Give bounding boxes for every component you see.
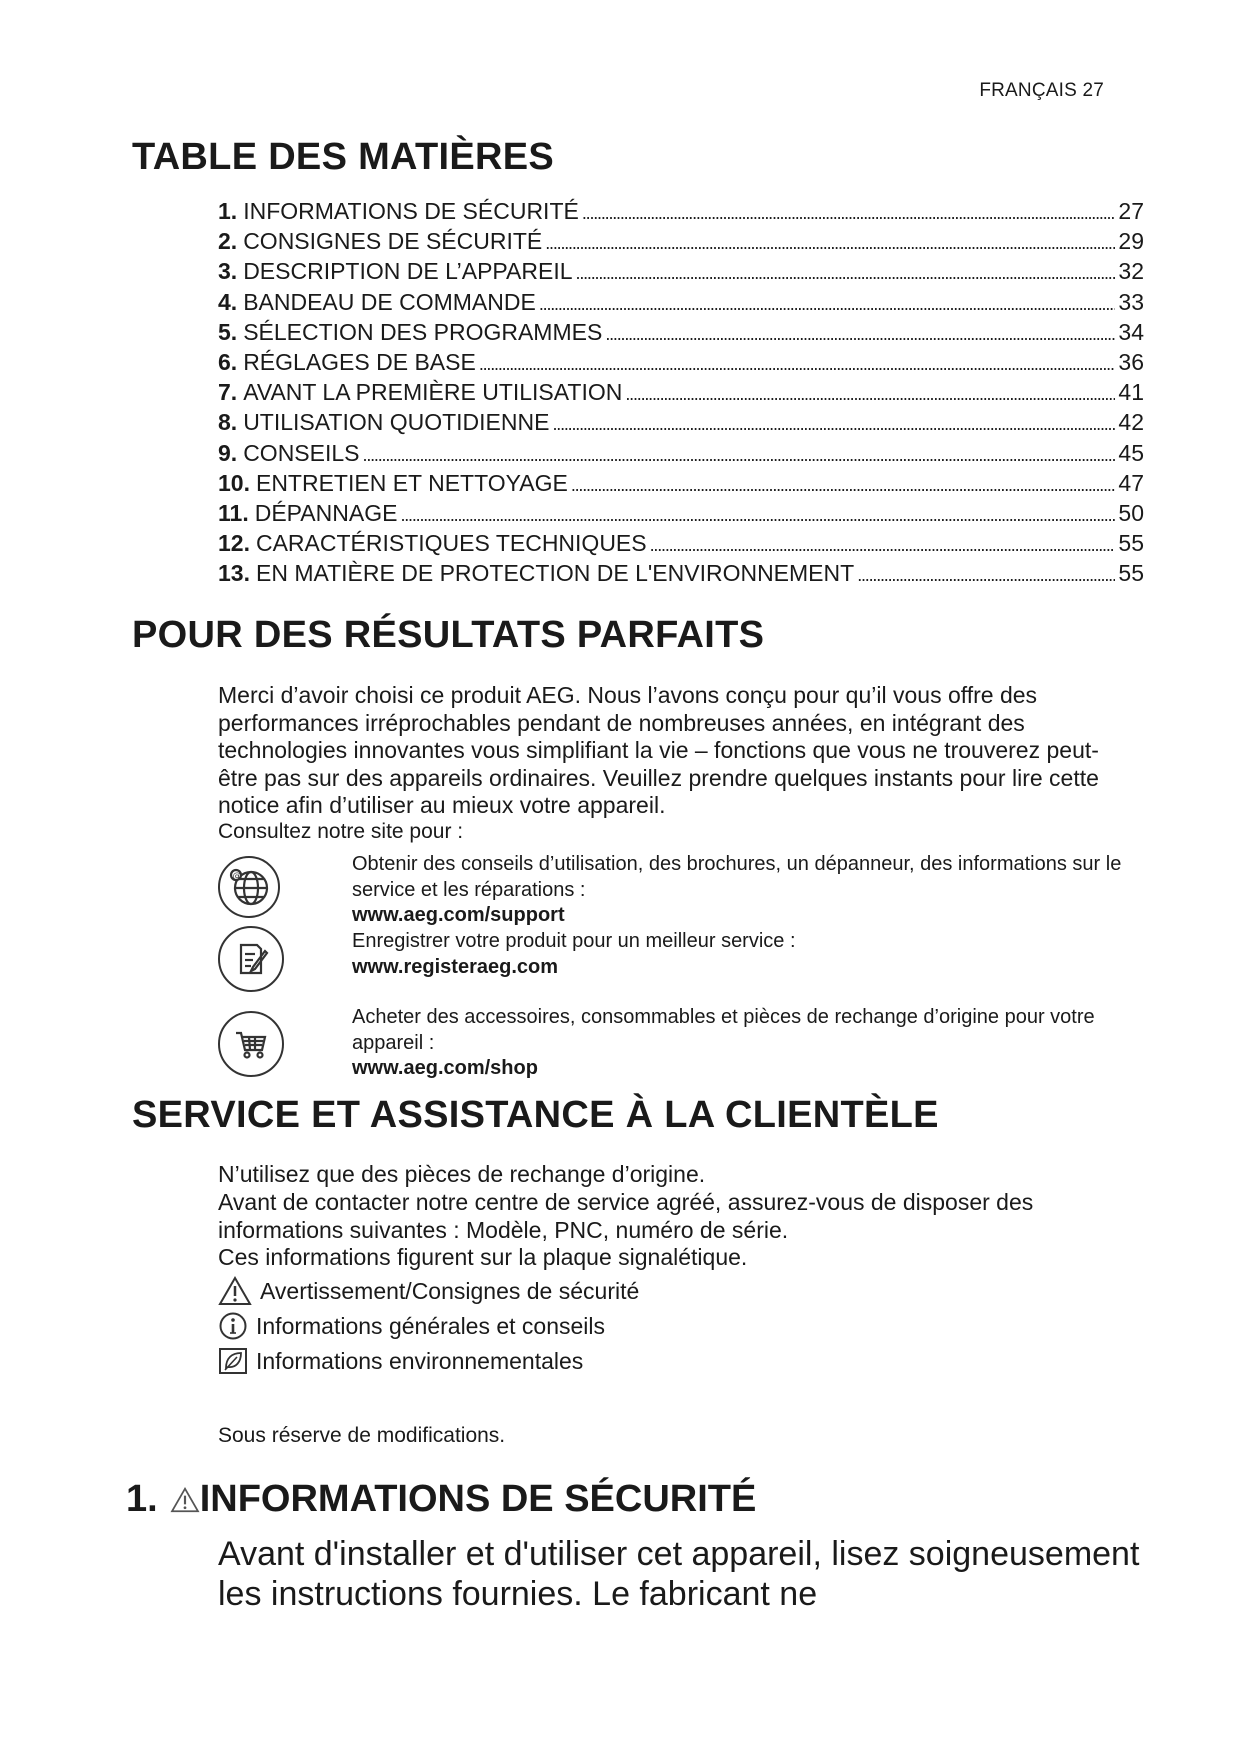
toc-leader-dots (571, 468, 1116, 500)
toc-entry-number: 13. (218, 560, 250, 587)
modification-note: Sous réserve de modifications. (218, 1424, 506, 1447)
toc-entry-label: INFORMATIONS DE SÉCURITÉ (243, 198, 579, 224)
section-1-body: Avant d'installer et d'utiliser cet appareil, lisez soigneusement les instructions fournies. Le fabricant ne (218, 1535, 1140, 1613)
legend-env-label: Informations environnementales (256, 1347, 584, 1374)
service-line-2: Avant de contacter notre centre de service agréé, assurez-vous de disposer des informations suivantes : Modèle, PNC, numéro de série. (218, 1188, 1034, 1243)
toc-leader-dots (545, 226, 1115, 258)
toc-entry-number: 7. (218, 379, 238, 406)
toc-entry-label: EN MATIÈRE DE PROTECTION DE L'ENVIRONNEMENT (255, 560, 855, 587)
section-1-title (126, 1478, 756, 1521)
toc-leader-dots (479, 347, 1116, 379)
toc-title: TABLE DES MATIÈRES (132, 136, 555, 178)
warning-icon (218, 1276, 252, 1306)
toc-entry[interactable] (218, 498, 1144, 528)
toc-entry-number: 6. (218, 348, 238, 375)
shop-text: Acheter des accessoires, consommables et pièces de rechange d’origine pour votre appareil : (352, 1006, 1095, 1054)
toc-entry-number: 2. (218, 228, 238, 255)
toc-entry-page: 27 (1118, 198, 1144, 224)
toc-entry-label: CONSEILS (243, 439, 360, 466)
toc-entry-page: 36 (1118, 348, 1144, 375)
toc-entry-label: CARACTÉRISTIQUES TECHNIQUES (255, 530, 647, 557)
toc-entry-number: 9. (218, 439, 238, 466)
toc-entry-number: 11. (218, 499, 249, 526)
section-1-heading: INFORMATIONS DE SÉCURITÉ (199, 1478, 757, 1520)
toc-entry[interactable] (218, 256, 1144, 286)
toc-entry-label: AVANT LA PREMIÈRE UTILISATION (243, 379, 623, 406)
toc-entry[interactable] (218, 317, 1144, 347)
legend-info-label: Informations générales et conseils (256, 1312, 606, 1339)
toc-leader-dots (625, 377, 1115, 409)
toc-entry-page: 32 (1118, 258, 1144, 285)
intro-paragraph: Merci d’avoir choisi ce produit AEG. Nous l’avons conçu pour qu’il vous offre des performances irréprochables pendant de nombreuses années, en intégrant des technologies innovantes vous simplifiant la vie – fonctions que vous ne trouverez peut-être pas sur des appareils ordinaires. Veuillez prendre quelques instants pour lire cette notice afin d’utiliser au mieux votre appareil. (218, 682, 1099, 818)
toc-entry-page: 34 (1118, 318, 1144, 345)
toc-entry-label: CONSIGNES DE SÉCURITÉ (243, 228, 543, 255)
table-of-contents (218, 196, 1144, 588)
page-header: FRANÇAIS 27 (979, 80, 1104, 101)
toc-entry-label: BANDEAU DE COMMANDE (243, 288, 536, 315)
toc-entry-page: 47 (1118, 469, 1144, 496)
toc-entry-number: 12. (218, 530, 250, 557)
toc-entry-number: 10. (218, 469, 250, 496)
toc-leader-dots (576, 256, 1116, 288)
toc-entry-label: UTILISATION QUOTIDIENNE (243, 409, 550, 436)
shop-link[interactable]: www.aeg.com/shop (352, 1057, 538, 1079)
toc-entry[interactable] (218, 438, 1144, 468)
info-icon (218, 1311, 248, 1341)
toc-entry-number: 5. (218, 318, 238, 345)
environment-leaf-icon (218, 1346, 248, 1376)
toc-leader-dots (400, 498, 1115, 530)
section-1-number: 1. (126, 1478, 158, 1520)
toc-entry-page: 55 (1118, 560, 1144, 587)
toc-entry-label: SÉLECTION DES PROGRAMMES (243, 318, 603, 345)
service-paragraph (218, 1161, 1148, 1272)
toc-entry[interactable] (218, 528, 1144, 558)
consult-text: Consultez notre site pour : (218, 820, 464, 843)
toc-entry-page: 33 (1118, 288, 1144, 315)
toc-leader-dots (552, 407, 1115, 439)
register-document-icon (218, 926, 284, 992)
register-link[interactable]: www.registeraeg.com (352, 955, 558, 978)
legend-environment (218, 1346, 583, 1376)
toc-leader-dots (363, 438, 1116, 470)
toc-entry[interactable] (218, 468, 1144, 498)
svg-text:@: @ (232, 871, 242, 882)
toc-entry-label: RÉGLAGES DE BASE (243, 348, 476, 375)
warning-icon (170, 1487, 200, 1513)
toc-entry-number: 4. (218, 288, 238, 315)
toc-leader-dots (582, 196, 1116, 228)
toc-entry-number: 1. (218, 198, 238, 224)
service-title: SERVICE ET ASSISTANCE À LA CLIENTÈLE (132, 1094, 939, 1136)
results-title: POUR DES RÉSULTATS PARFAITS (132, 614, 765, 656)
toc-entry-number: 3. (218, 258, 238, 285)
toc-leader-dots (539, 287, 1116, 319)
support-text: Obtenir des conseils d’utilisation, des brochures, un dépanneur, des informations sur le service et les réparations : (352, 853, 1122, 901)
toc-entry[interactable] (218, 377, 1144, 407)
toc-entry[interactable] (218, 287, 1144, 317)
legend-info (218, 1311, 605, 1341)
toc-entry-page: 50 (1118, 499, 1144, 526)
toc-entry-page: 29 (1118, 228, 1144, 255)
legend-warning-label: Avertissement/Consignes de sécurité (260, 1277, 640, 1304)
toc-entry-number: 8. (218, 409, 238, 436)
toc-entry-page: 41 (1118, 379, 1144, 406)
toc-leader-dots (857, 558, 1115, 590)
support-link[interactable]: www.aeg.com/support (352, 904, 565, 926)
toc-entry-label: DÉPANNAGE (254, 499, 398, 526)
toc-leader-dots (605, 317, 1115, 349)
toc-entry-page: 42 (1118, 409, 1144, 436)
toc-entry[interactable] (218, 558, 1144, 588)
toc-entry-label: ENTRETIEN ET NETTOYAGE (255, 469, 568, 496)
toc-entry[interactable] (218, 407, 1144, 437)
globe-web-icon (218, 856, 280, 918)
shopping-cart-icon (218, 1011, 284, 1077)
legend-warning (218, 1276, 639, 1306)
toc-entry[interactable] (218, 196, 1144, 226)
register-text: Enregistrer votre produit pour un meilleur service : (352, 930, 796, 952)
toc-entry-label: DESCRIPTION DE L’APPAREIL (243, 258, 573, 285)
toc-entry-page: 45 (1118, 439, 1144, 466)
toc-leader-dots (650, 528, 1116, 560)
service-line-1: N’utilisez que des pièces de rechange d’origine. (218, 1161, 706, 1187)
service-line-3: Ces informations figurent sur la plaque signalétique. (218, 1244, 748, 1271)
toc-entry-page: 55 (1118, 530, 1144, 557)
toc-entry[interactable] (218, 226, 1144, 256)
toc-entry[interactable] (218, 347, 1144, 377)
